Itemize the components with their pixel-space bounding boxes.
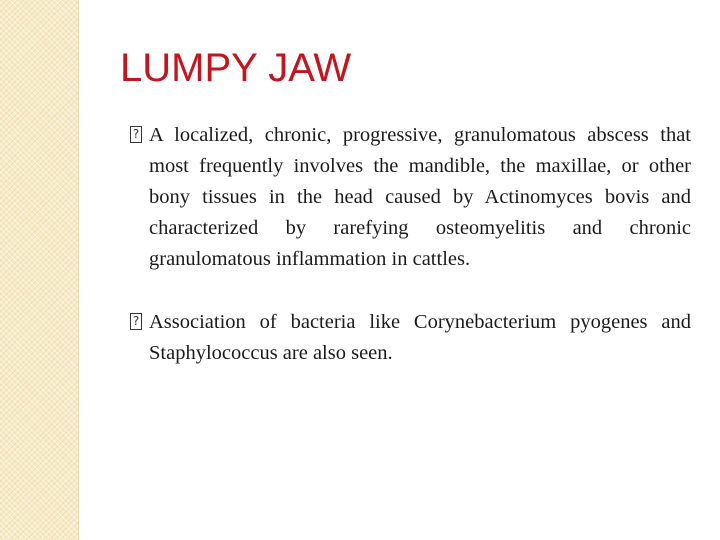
missing-glyph-box-icon: ? — [130, 313, 142, 330]
bullet-text: Association of bacteria like Corynebacterium pyogenes and Staphylococcus are also seen. — [149, 311, 691, 364]
decorative-side-band — [0, 0, 79, 540]
missing-glyph-box-icon: ? — [130, 126, 142, 143]
bullet-text: A localized, chronic, progressive, granulomatous abscess that most frequently involves the mandible, the maxillae, or other bony tissues in the head caused by Actinomyces bovis and characterized by rarefying osteomyelitis and chronic granulomatous inflammation in cattles. — [149, 124, 691, 270]
bullet-list — [126, 120, 691, 401]
slide-title: LUMPY JAW — [120, 46, 352, 90]
bullet-item — [126, 307, 691, 369]
bullet-item — [126, 120, 691, 275]
